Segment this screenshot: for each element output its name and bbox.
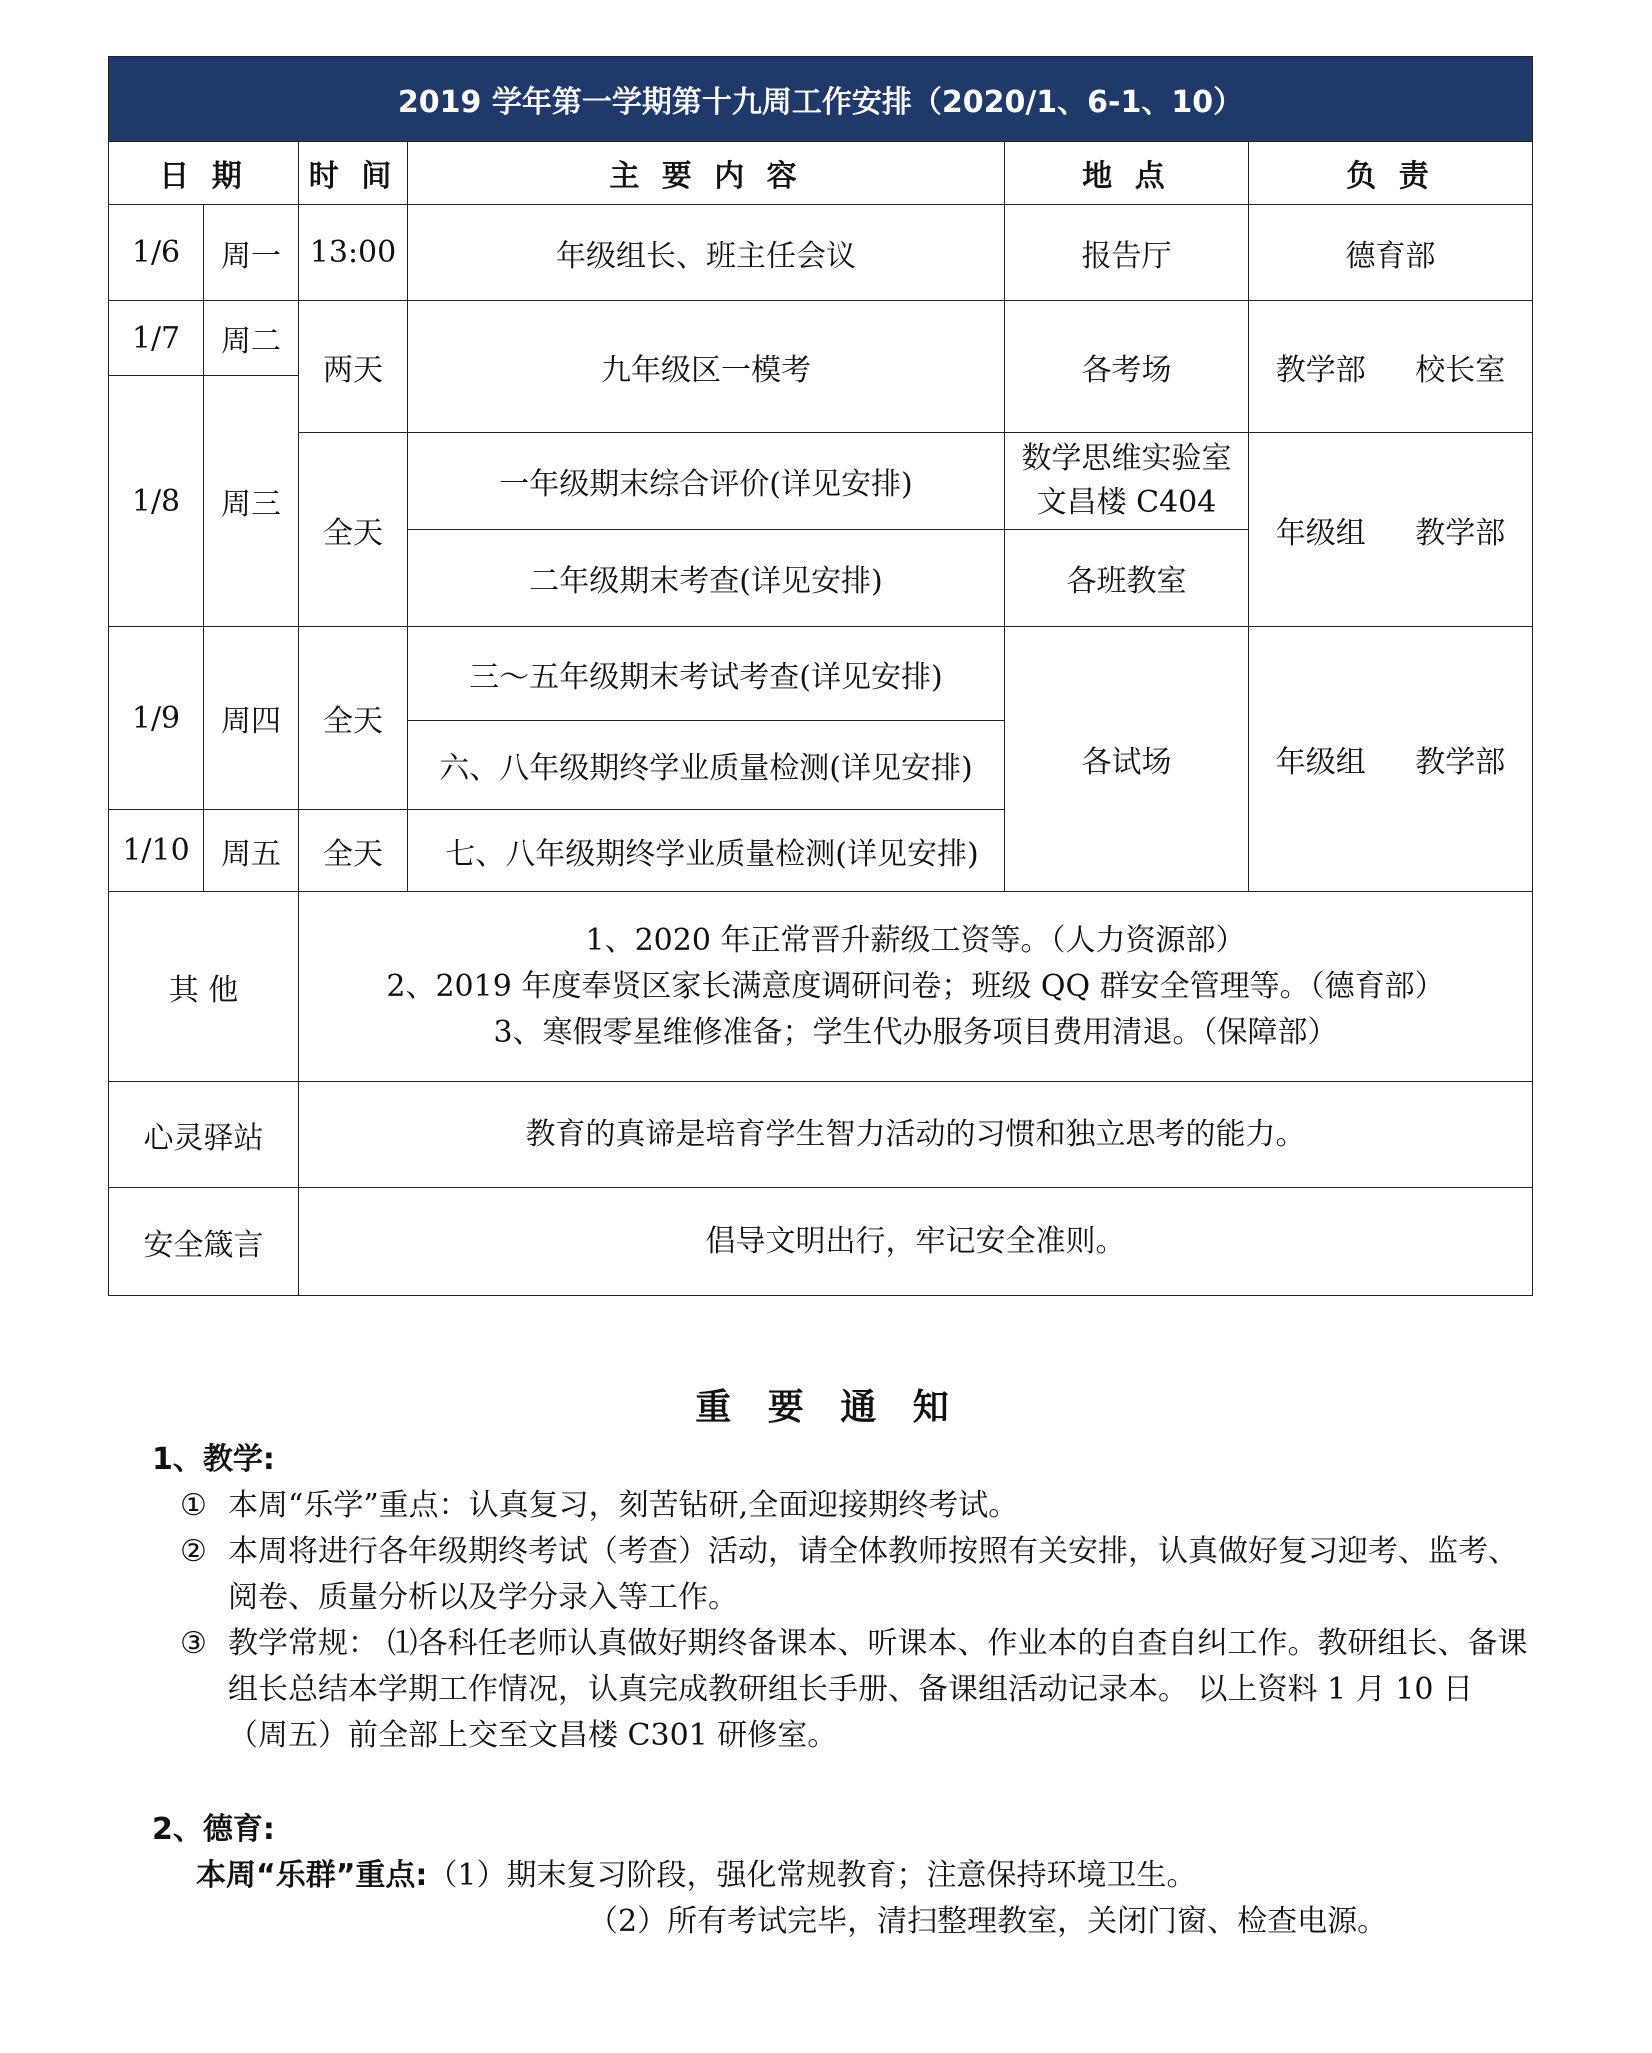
place-cell: 各考场 bbox=[1005, 301, 1249, 433]
owner-name: 校长室 bbox=[1415, 352, 1506, 388]
place-cell: 报告厅 bbox=[1005, 205, 1249, 301]
schedule-title: 2019 学年第一学期第十九周工作安排（2020/1、6-1、10） bbox=[109, 57, 1533, 142]
other-row bbox=[109, 892, 1533, 1082]
other-content bbox=[299, 892, 1533, 1082]
content-cell: 三～五年级期末考试考查(详见安排) bbox=[408, 627, 1005, 721]
moral-line: （2）所有考试完毕，清扫整理教室，关闭门窗、检查电源。 bbox=[588, 1904, 1388, 1939]
table-row bbox=[109, 627, 1533, 721]
item-number: ① bbox=[180, 1488, 207, 1523]
owner-name: 教学部 bbox=[1275, 352, 1366, 388]
owner-cell: 德育部 bbox=[1249, 205, 1533, 301]
weekday-cell: 周三 bbox=[204, 376, 299, 627]
list-item bbox=[108, 1529, 1548, 1621]
weekday-cell: 周二 bbox=[204, 301, 299, 376]
item-number: ② bbox=[180, 1534, 207, 1569]
list-item bbox=[108, 1621, 1548, 1759]
place-cell: 各试场 bbox=[1005, 627, 1249, 892]
moral-heading: 2、德育: bbox=[152, 1812, 275, 1847]
item-text: 本周“乐学”重点：认真复习，刻苦钻研,全面迎接期终考试。 bbox=[228, 1488, 1019, 1523]
time-cell: 全天 bbox=[299, 627, 408, 810]
table-row bbox=[109, 301, 1533, 376]
header-date: 日 期 bbox=[109, 142, 299, 205]
content-cell: 年级组长、班主任会议 bbox=[408, 205, 1005, 301]
weekday-cell: 周四 bbox=[204, 627, 299, 810]
table-row bbox=[109, 205, 1533, 301]
owner-name: 年级组 bbox=[1275, 745, 1366, 780]
header-owner: 负 责 bbox=[1249, 142, 1533, 205]
owner-name: 教学部 bbox=[1415, 745, 1506, 780]
header-row bbox=[109, 142, 1533, 205]
safety-row bbox=[109, 1188, 1533, 1296]
time-cell: 全天 bbox=[299, 433, 408, 627]
other-line: 3、寒假零星维修准备；学生代办服务项目费用清退。（保障部） bbox=[493, 1014, 1338, 1050]
moral-line bbox=[108, 1853, 1548, 1899]
date-cell: 1/10 bbox=[109, 810, 204, 892]
table-row bbox=[109, 433, 1533, 530]
content-cell: 六、八年级期终学业质量检测(详见安排) bbox=[408, 721, 1005, 810]
moral-text: （1）期末复习阶段，强化常规教育；注意保持环境卫生。 bbox=[427, 1858, 1197, 1893]
content-cell: 七、八年级期终学业质量检测(详见安排) bbox=[408, 810, 1005, 892]
safety-text: 倡导文明出行，牢记安全准则。 bbox=[299, 1188, 1533, 1296]
list-item bbox=[108, 1483, 1548, 1529]
owner-name: 年级组 bbox=[1275, 515, 1366, 551]
place-line: 数学思维实验室 bbox=[1021, 441, 1232, 476]
other-label: 其 他 bbox=[109, 892, 299, 1082]
weekday-cell: 周五 bbox=[204, 810, 299, 892]
date-cell: 1/8 bbox=[109, 376, 204, 627]
teaching-heading: 1、教学: bbox=[152, 1442, 275, 1477]
schedule-table bbox=[108, 56, 1533, 1296]
time-cell: 13:00 bbox=[299, 205, 408, 301]
soul-text: 教育的真谛是培育学生智力活动的习惯和独立思考的能力。 bbox=[299, 1082, 1533, 1188]
other-line: 2、2019 年度奉贤区家长满意度调研问卷；班级 QQ 群安全管理等。（德育部） bbox=[386, 968, 1445, 1004]
time-cell: 两天 bbox=[299, 301, 408, 433]
safety-label: 安全箴言 bbox=[109, 1188, 299, 1296]
item-text: 本周将进行各年级期终考试（考查）活动，请全体教师按照有关安排，认真做好复习迎考、监考、阅卷、质量分析以及学分录入等工作。 bbox=[228, 1534, 1518, 1615]
owner-cell bbox=[1249, 627, 1533, 892]
weekday-cell: 周一 bbox=[204, 205, 299, 301]
schedule-sheet bbox=[108, 56, 1532, 1296]
soul-row bbox=[109, 1082, 1533, 1188]
content-cell: 二年级期末考查(详见安排) bbox=[408, 530, 1005, 627]
date-cell: 1/9 bbox=[109, 627, 204, 810]
place-cell: 各班教室 bbox=[1005, 530, 1249, 627]
item-number: ③ bbox=[180, 1626, 207, 1661]
moral-label: 本周“乐群”重点: bbox=[196, 1858, 428, 1893]
content-cell: 一年级期末综合评价(详见安排) bbox=[408, 433, 1005, 530]
other-line: 1、2020 年正常晋升薪级工资等。（人力资源部） bbox=[585, 922, 1246, 958]
owner-name: 教学部 bbox=[1415, 515, 1506, 551]
owner-cell bbox=[1249, 433, 1533, 627]
important-notice bbox=[108, 1385, 1548, 1945]
header-time: 时 间 bbox=[299, 142, 408, 205]
date-cell: 1/6 bbox=[109, 205, 204, 301]
content-cell: 九年级区一模考 bbox=[408, 301, 1005, 433]
owner-cell bbox=[1249, 301, 1533, 433]
soul-label: 心灵驿站 bbox=[109, 1082, 299, 1188]
date-cell: 1/7 bbox=[109, 301, 204, 376]
place-cell bbox=[1005, 433, 1249, 530]
header-content: 主 要 内 容 bbox=[408, 142, 1005, 205]
item-text: 教学常规： ⑴各科任老师认真做好期终备课本、听课本、作业本的自查自纠工作。教研组长、备课组长总结本学期工作情况，认真完成教研组长手册、备课组活动记录本。 以上资料 1 月 10 日（周五）前全部上交至文昌楼 C301 研修室。 bbox=[228, 1626, 1528, 1753]
time-cell: 全天 bbox=[299, 810, 408, 892]
header-place: 地 点 bbox=[1005, 142, 1249, 205]
place-line: 文昌楼 C404 bbox=[1036, 485, 1217, 520]
notice-title: 重 要 通 知 bbox=[695, 1387, 961, 1428]
